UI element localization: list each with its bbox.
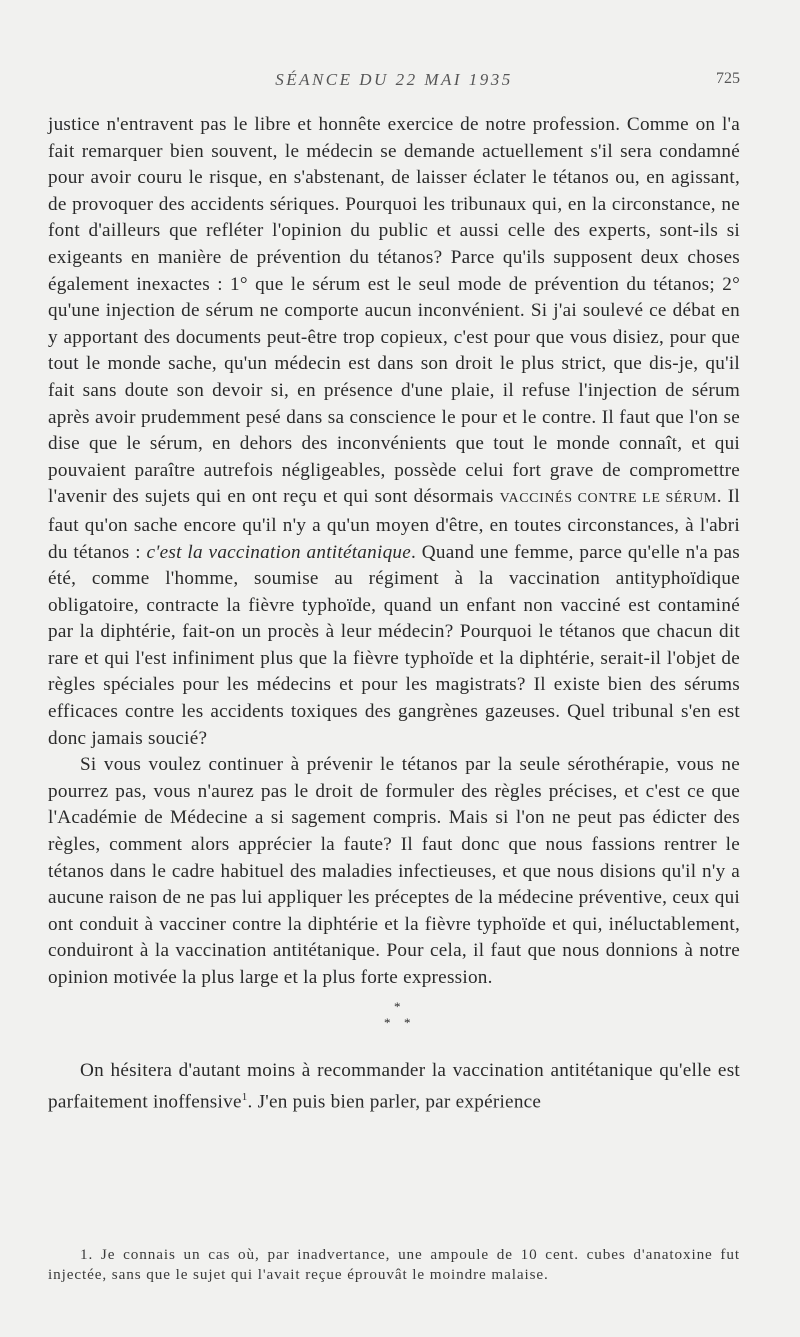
asterism-star-right: * [404, 1014, 411, 1030]
asterism-separator [48, 992, 740, 1038]
running-head: SÉANCE DU 22 MAI 1935 [275, 70, 513, 89]
paragraph-3-text-b: . J'en puis bien parler, par expérience [247, 1091, 542, 1113]
paragraph-1-text-c: . Quand une femme, parce qu'elle n'a pas été, comme l'homme, soumise au régiment à la vaccination antityphoïdique obligatoire, contracte la fièvre typhoïde, quand un enfant non vacciné est contaminé par la diphtérie, fait-on un procès à leur médecin? Pourquoi le tétanos que chacun dit rare et qui l'est infiniment plus que la fièvre typhoïde et la diphtérie, serait-il l'objet de règles spéciales pour les médecins et pour les magistrats? Il existe bien des sérums efficaces contre les accidents toxiques des gangrènes gazeuses. Quel tribunal s'en est donc jamais soucié? [48, 541, 741, 749]
paragraph-1-text-a: justice n'entravent pas le libre et honnête exercice de notre profession. Comme on l'a fait remarquer bien souvent, le médecin se demande actuellement s'il sera condamné pour avoir couru le risque, en s'abstenant, de laisser éclater le tétanos ou, en agissant, de provoquer des accidents sériques. Pourquoi les tribunaux qui, en la circonstance, ne font d'ailleurs que refléter l'opinion du public et aussi celle des experts, sont-ils si exigeants en manière de prévention du tétanos? Parce qu'ils supposent deux choses également inexactes : 1° que le sérum est le seul mode de prévention du tétanos; 2° qu'une injection de sérum ne comporte aucun inconvénient. Si j'ai soulevé ce débat en y apportant des documents peut-être trop copieux, c'est pour que vous disiez, pour que tout le monde sache, qu'un médecin est dans son droit le plus strict, que dis-je, qu'il fait sans doute son devoir si, en présence d'une plaie, il refuse l'injection de sérum après avoir prudemment pesé dans sa conscience le pour et le contre. Il faut que l'on se dise que le sérum, en dehors des inconvénients que tout le monde connaît, et qui pouvaient paraître autrefois négligeables, possède celui fort grave de compromettre l'avenir des sujets qui en ont reçu et qui sont désormais [48, 114, 740, 508]
paragraph-3 [48, 1058, 740, 1117]
paragraph-1-text-b: . Il faut qu'on sache encore qu'il n'y a qu'un moyen d'être, en toutes circonstances, à l'abri du tétanos : [48, 486, 740, 563]
page-number: 725 [716, 70, 740, 87]
footnote-reference[interactable]: 1 [241, 1091, 248, 1104]
small-caps-phrase: VACCINÉS CONTRE LE SÉRUM [499, 491, 717, 507]
asterism-star-top: * [394, 998, 401, 1014]
italic-phrase: c'est la vaccination antitétanique [146, 541, 412, 563]
asterism-star-left: * [384, 1014, 391, 1030]
page-header [48, 70, 740, 96]
paragraph-3-text-a: On hésitera d'autant moins à recommander la vaccination antitétanique qu'elle est parfaitement inoffensive [48, 1059, 740, 1113]
body-text [48, 112, 740, 1116]
footnote: 1. Je connais un cas où, par inadvertance, une ampoule de 10 cent. cubes d'anatoxine fut injectée, sans que le sujet qui l'avait reçue éprouvât le moindre malaise. [48, 1246, 740, 1283]
paragraph-1 [48, 112, 740, 752]
paragraph-2: Si vous voulez continuer à prévenir le tétanos par la seule sérothérapie, vous ne pourrez pas, vous n'aurez pas le droit de formuler des règles précises, et c'est ce que l'Académie de Médecine a si sagement compris. Mais si l'on ne peut pas édicter des règles, comment alors apprécier la faute? Il faut donc que nous fassions rentrer le tétanos dans le cadre habituel des maladies infectieuses, et que nous disions qu'il n'y a aucune raison de ne pas lui appliquer les préceptes de la médecine préventive, ceux qui ont conduit à vacciner contre la diphtérie et la fièvre typhoïde et qui, inéluctablement, conduiront à la vaccination antitétanique. Pour cela, il faut que nous donnions à notre opinion motivée la plus large et la plus forte expression. [48, 754, 740, 988]
